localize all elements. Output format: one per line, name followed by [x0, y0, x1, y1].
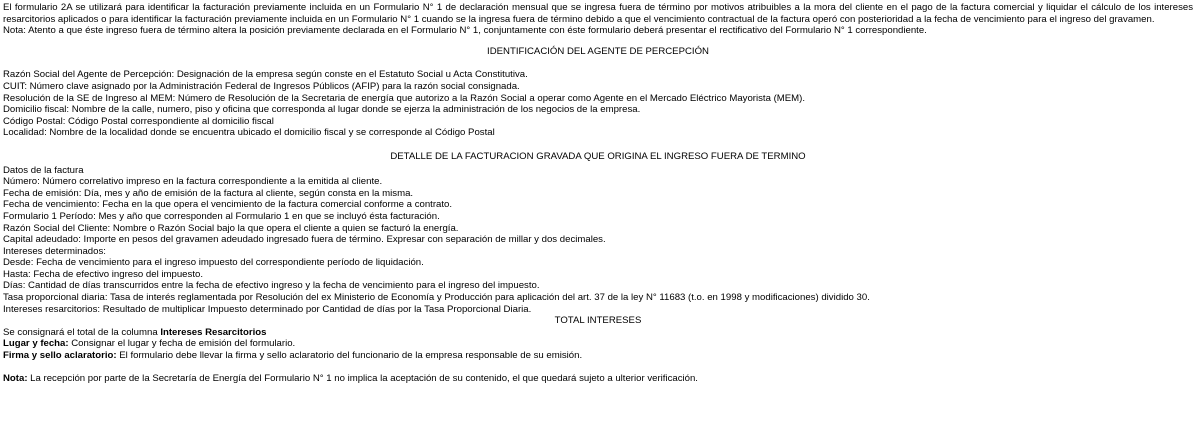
total-intereses-title: TOTAL INTERESES	[554, 315, 642, 327]
section-agent-lines	[3, 69, 1193, 139]
invoice-line-numero: Número: Número correlativo impreso en la factura correspondiente a la emitida al cliente.	[3, 176, 383, 188]
lugar-fecha-label: Lugar y fecha:	[3, 338, 69, 350]
intro-note: Nota: Atento a que éste ingreso fuera de término altera la posición previamente declarada en el Formulario N° 1, conjuntamente con éste formulario deberá presentar el rectificativo del Formulario N° 1 correspondiente.	[3, 25, 927, 37]
invoice-line-fecha-vencimiento: Fecha de vencimiento: Fecha en la que opera el vencimiento de la factura comercial conforme a contrato.	[3, 199, 453, 211]
invoice-line-tasa: Tasa proporcional diaria: Tasa de interés reglamentada por Resolución del ex Ministerio de Economía y Producción para aplicación del art. 37 de la ley N° 11683 (t.o. en 1998 y modificaciones) dividido 30.	[3, 292, 870, 304]
agent-line-cuit: CUIT: Número clave asignado por la Administración Federal de Ingresos Públicos (AFIP) para la razón social consignada.	[3, 80, 520, 92]
invoice-line-formulario-periodo: Formulario 1 Período: Mes y año que corresponden al Formulario 1 en que se incluyó ésta facturación.	[3, 210, 440, 222]
section-invoice-title: DETALLE DE LA FACTURACION GRAVADA QUE ORIGINA EL INGRESO FUERA DE TERMINO	[390, 150, 806, 162]
final-note-label: Nota:	[3, 373, 28, 385]
agent-line-localidad: Localidad: Nombre de la localidad donde se encuentra ubicado el domicilio fiscal y se corresponde al Código Postal	[3, 127, 495, 139]
invoice-line-datos: Datos de la factura	[3, 164, 84, 176]
invoice-line-intereses-determinados: Intereses determinados:	[3, 245, 106, 257]
agent-line-codigo-postal: Código Postal: Código Postal correspondiente al domicilio fiscal	[3, 115, 274, 127]
invoice-line-intereses-resarcitorios: Intereses resarcitorios: Resultado de multiplicar Impuesto determinado por Cantidad de días por la Tasa Proporcional Diaria.	[3, 303, 532, 315]
spacer	[3, 362, 1193, 374]
invoice-line-razon-social-cliente: Razón Social del Cliente: Nombre o Razón Social bajo la que opera el cliente a quien se facturó la energía.	[3, 222, 459, 234]
invoice-line-fecha-emision: Fecha de emisión: Día, mes y año de emisión de la factura al cliente, según consta en la misma.	[3, 187, 414, 199]
firma-line	[3, 350, 1193, 362]
invoice-line-capital-adeudado: Capital adeudado: Importe en pesos del gravamen adeudado ingresado fuera de término. Expresar con separación de millar y dos decimales.	[3, 234, 606, 246]
total-intereses-desc: Se consignará el total de la columna	[3, 326, 161, 338]
final-note-text: La recepción por parte de la Secretaría de Energía del Formulario N° 1 no implica la aceptación de su contenido, el que quedará sujeto a ulterior verificación.	[27, 373, 698, 385]
invoice-line-dias: Días: Cantidad de días transcurridos entre la fecha de efectivo ingreso y la fecha de vencimiento para el ingreso del impuesto.	[3, 280, 540, 292]
section-agent-title: IDENTIFICACIÓN DEL AGENTE DE PERCEPCIÓN	[487, 45, 709, 57]
firma-label: Firma y sello aclaratorio:	[3, 350, 117, 362]
section-invoice-lines	[3, 165, 1193, 316]
agent-line-resolucion: Resolución de la SE de Ingreso al MEM: Número de Resolución de la Secretaria de energía que autorizo a la Razón Social a operar como Agente en el Mercado Eléctrico Mayorista (MEM).	[3, 92, 806, 104]
total-intereses-text	[3, 327, 1193, 339]
total-intereses-bold: Intereses Resarcitorios	[160, 326, 267, 338]
lugar-fecha-text: Consignar el lugar y fecha de emisión del formulario.	[68, 338, 296, 350]
invoice-line-hasta: Hasta: Fecha de efectivo ingreso del impuesto.	[3, 268, 203, 280]
agent-line-razon-social: Razón Social del Agente de Percepción: Designación de la empresa según conste en el Estatuto Social u Acta Constitutiva.	[3, 69, 528, 81]
lugar-fecha-line	[3, 338, 1193, 350]
agent-line-domicilio: Domicilio fiscal: Nombre de la calle, numero, piso y oficina que corresponda al lugar donde se ejerza la administración de los negocios de la empresa.	[3, 104, 641, 116]
final-note-line	[3, 373, 1193, 385]
invoice-line-desde: Desde: Fecha de vencimiento para el ingreso impuesto del correspondiente período de liquidación.	[3, 257, 424, 269]
intro-paragraph: El formulario 2A se utilizará para identificar la facturación previamente incluida en un Formulario N° 1 de declaración mensual que se ingresa fuera de término por motivos atribuibles a la mora del cliente en el pago de la factura comercial y liquidar el cálculo de los intereses resarcitorios aplicados o para identificar la facturación previamente incluida en un Formulario N° 1 cuando se la ingresa fuera de término debido a que el vencimiento contractual de la factura operó con posterioridad a la fecha de vencimiento para el ingreso del gravamen.	[3, 2, 1193, 25]
firma-text: El formulario debe llevar la firma y sello aclaratorio del funcionario de la empresa responsable de su emisión.	[116, 350, 583, 362]
